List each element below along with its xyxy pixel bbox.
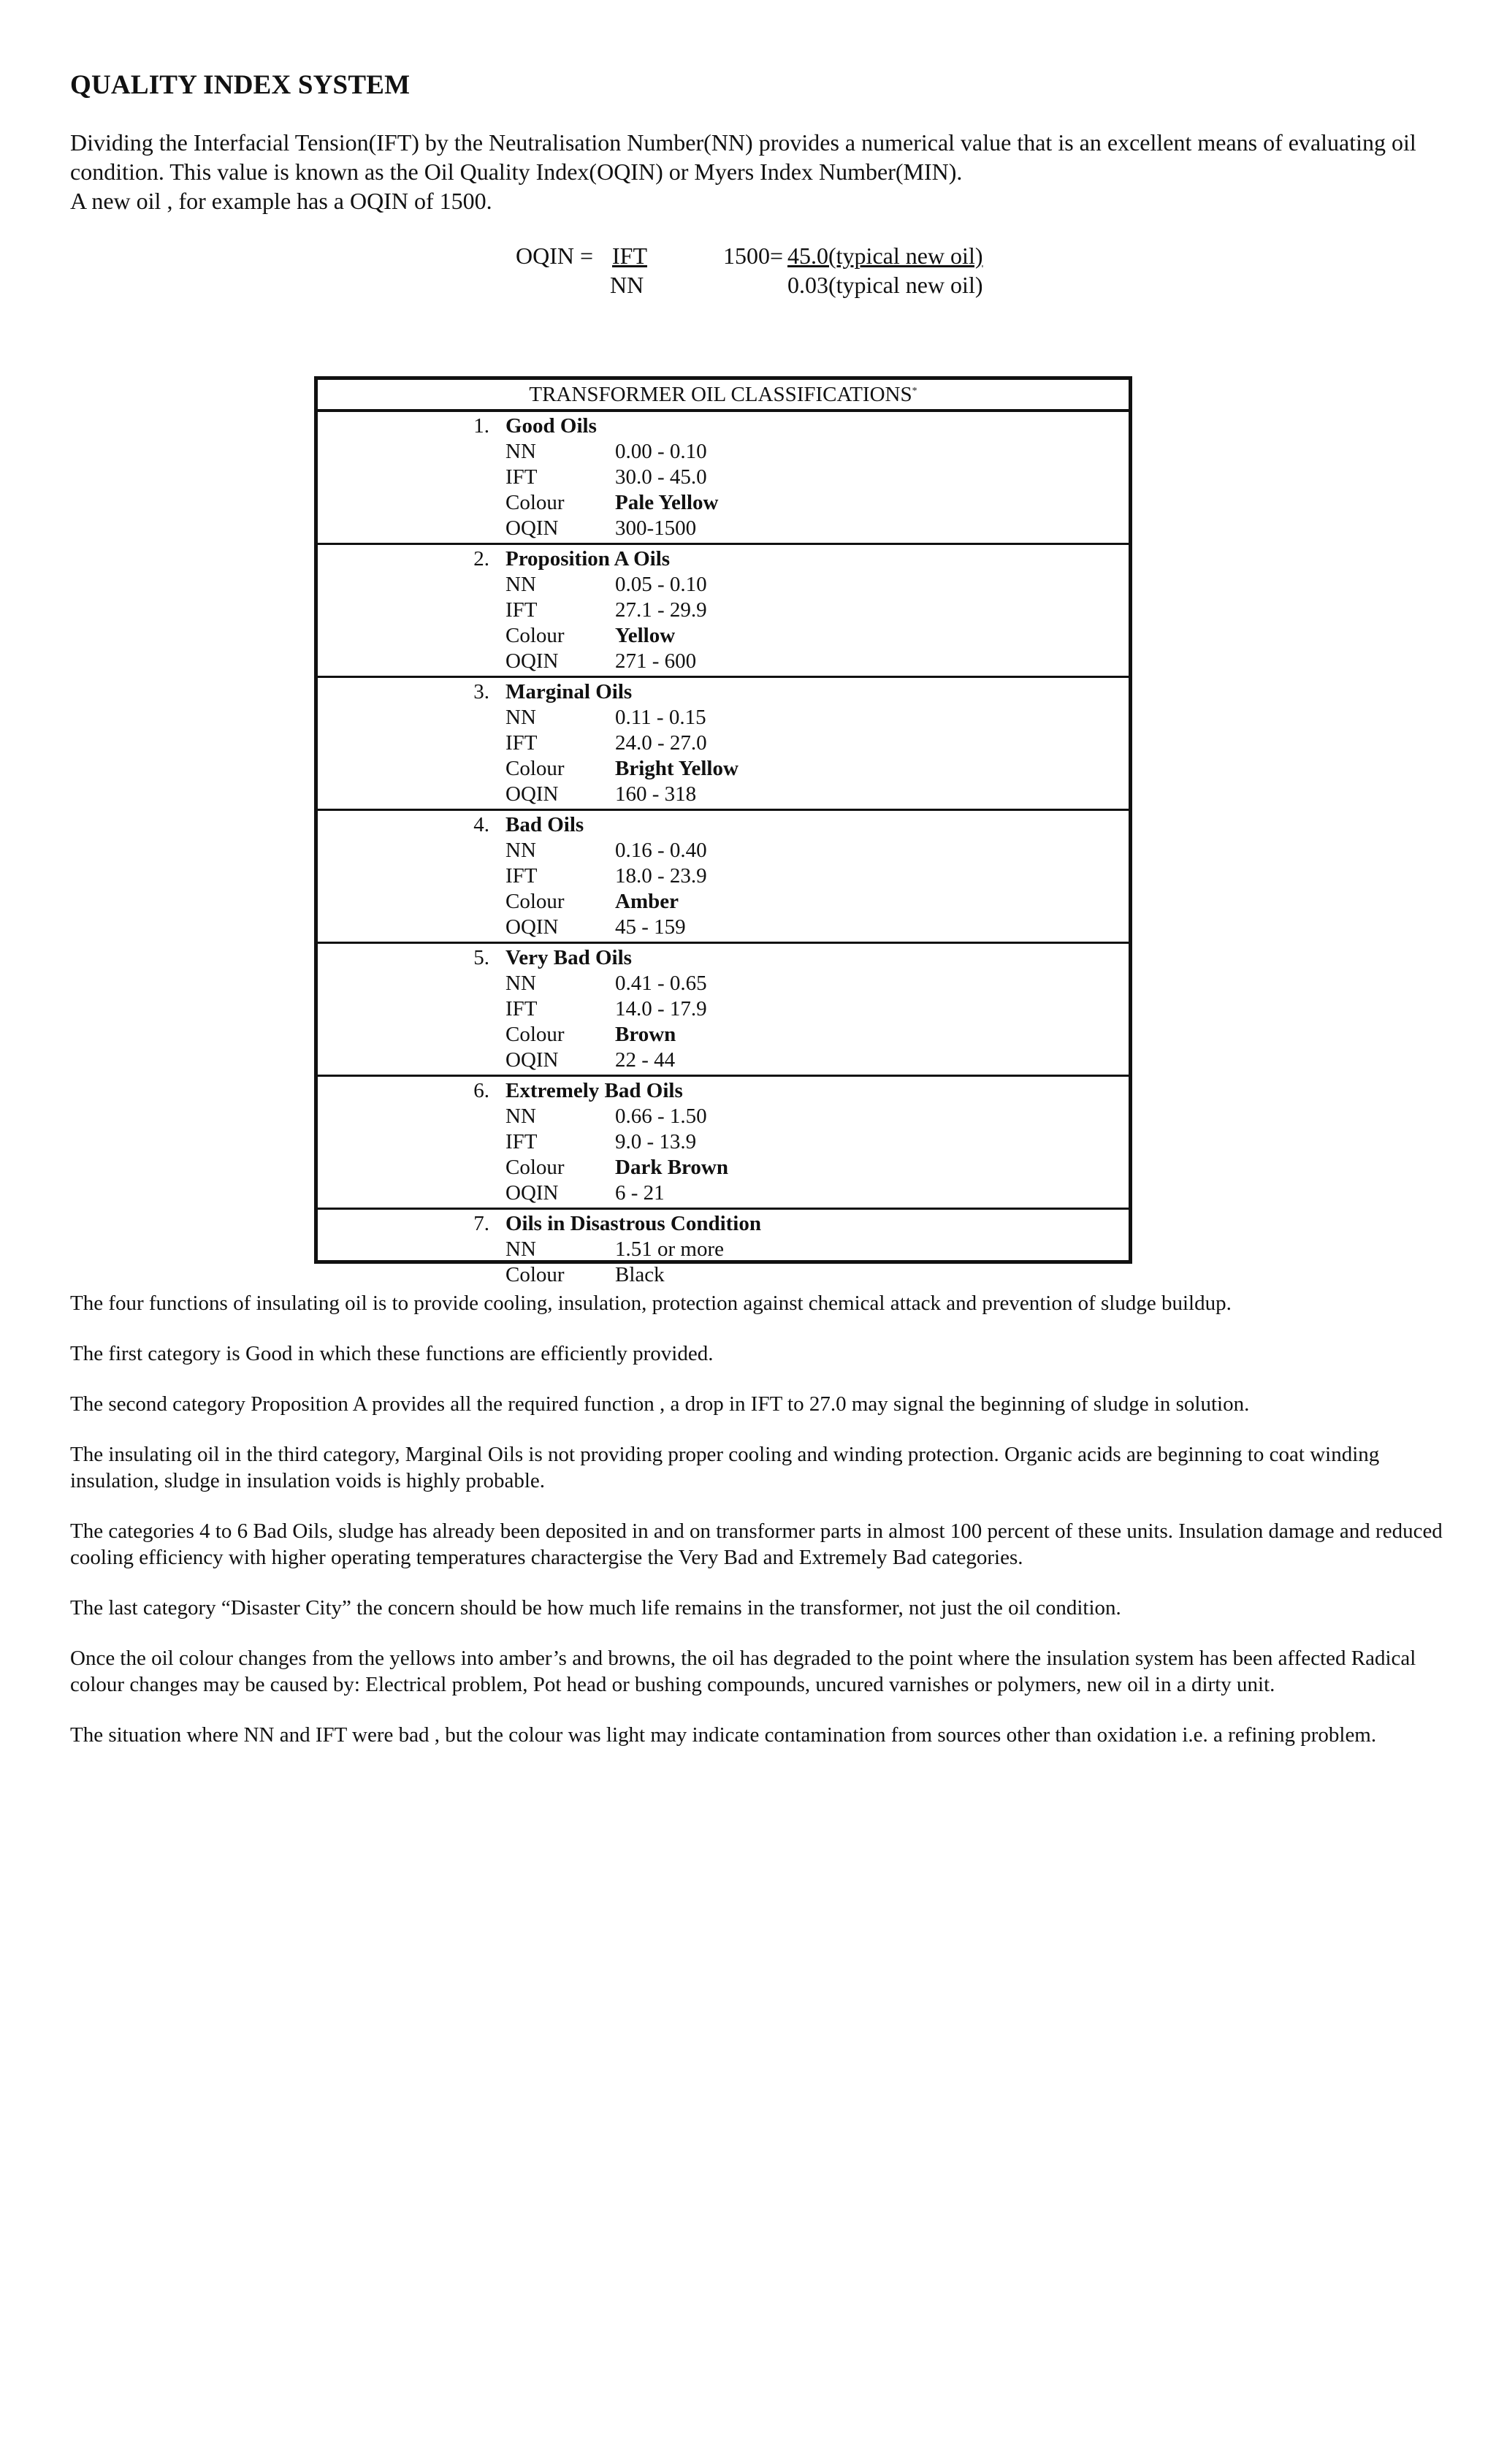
row-value: Brown — [615, 1023, 676, 1046]
row-value: 6 - 21 — [615, 1181, 665, 1205]
classification-table — [314, 376, 1132, 1286]
row-key: OQIN — [505, 1181, 559, 1205]
row-value: 0.05 - 0.10 — [615, 573, 707, 596]
category-row — [505, 915, 686, 940]
row-key: NN — [505, 839, 536, 862]
row-value: 0.16 - 0.40 — [615, 839, 707, 862]
category-number: 2. — [473, 547, 489, 571]
category-row — [505, 1155, 728, 1180]
category-row — [505, 731, 707, 756]
row-value: 160 - 318 — [615, 782, 697, 806]
row-key: Colour — [505, 757, 565, 780]
row-value: Yellow — [615, 624, 676, 647]
body-text — [70, 1290, 1443, 1772]
category-row — [505, 572, 707, 598]
intro-text — [70, 128, 1443, 215]
row-key: OQIN — [505, 915, 559, 939]
intro-paragraph: Dividing the Interfacial Tension(IFT) by the Neutralisation Number(NN) provides a numerical value that is an excellent means of evaluating oil condition. This value is known as the Oil Quality Index(OQIN) or Myers Index Number(MIN). — [70, 129, 1416, 185]
category-block — [318, 412, 1129, 545]
body-paragraph: The four functions of insulating oil is to provide cooling, insulation, protection against chemical attack and prevention of sludge buildup. — [70, 1292, 1232, 1315]
category-row — [505, 598, 707, 623]
row-key: Colour — [505, 1263, 565, 1286]
row-value: 14.0 - 17.9 — [615, 997, 707, 1021]
category-block — [318, 545, 1129, 678]
category-number: 7. — [473, 1212, 489, 1235]
row-key: Colour — [505, 624, 565, 647]
body-paragraph: Once the oil colour changes from the yellows into amber’s and browns, the oil has degraded to the point where the insulation system has been affected Radical colour changes may be caused by: Electrical problem, Pot head or bushing compounds, uncured varnishes or polymers, new oil in a dirty unit. — [70, 1647, 1416, 1696]
row-key: OQIN — [505, 516, 559, 540]
category-block — [318, 811, 1129, 944]
row-value: Pale Yellow — [615, 491, 719, 514]
row-key: OQIN — [505, 1048, 559, 1072]
category-row — [505, 1048, 675, 1073]
category-name: Proposition A Oils — [505, 547, 671, 571]
category-name: Bad Oils — [505, 813, 584, 836]
category-row — [505, 516, 696, 541]
row-key: NN — [505, 972, 536, 995]
table-heading — [318, 380, 1129, 412]
category-block — [318, 944, 1129, 1077]
body-paragraph: The categories 4 to 6 Bad Oils, sludge has already been deposited in and on transformer parts in almost 100 percent of these units. Insulation damage and reduced cooling efficiency with higher operating temperatures charactergise the Very Bad and Extremely Bad categories. — [70, 1519, 1443, 1569]
category-row — [505, 1180, 665, 1206]
category-row — [505, 1237, 724, 1262]
row-key: Colour — [505, 1023, 565, 1046]
table-heading-mark: * — [912, 386, 917, 397]
row-key: NN — [505, 573, 536, 596]
category-name: Oils in Disastrous Condition — [505, 1212, 761, 1235]
row-value: Bright Yellow — [615, 757, 739, 780]
row-value: 27.1 - 29.9 — [615, 598, 707, 622]
category-row — [505, 863, 707, 889]
category-list — [318, 412, 1129, 1292]
page-title: QUALITY INDEX SYSTEM — [70, 70, 411, 100]
category-row — [505, 1129, 696, 1155]
body-paragraph: The insulating oil in the third category, Marginal Oils is not providing proper cooling and winding protection. Organic acids are beginning to coat winding insulation, sludge in insulation voids is highly probable. — [70, 1443, 1380, 1492]
row-value: 18.0 - 23.9 — [615, 864, 707, 888]
row-value: 0.00 - 0.10 — [615, 440, 707, 463]
row-value: 9.0 - 13.9 — [615, 1130, 697, 1153]
row-key: IFT — [505, 598, 538, 622]
row-value: 271 - 600 — [615, 649, 697, 673]
row-key: IFT — [505, 864, 538, 888]
row-key: IFT — [505, 731, 538, 755]
category-row — [505, 1104, 707, 1129]
formula-result-numerator: 45.0(typical new oil) — [787, 243, 983, 269]
category-row — [505, 705, 706, 731]
row-key: NN — [505, 1105, 536, 1128]
category-number: 3. — [473, 680, 489, 703]
category-row — [505, 889, 679, 915]
row-value: 30.0 - 45.0 — [615, 465, 707, 489]
row-key: IFT — [505, 1130, 538, 1153]
formula-lhs: OQIN = — [516, 243, 594, 269]
formula-denominator: NN — [610, 272, 644, 298]
category-name: Good Oils — [505, 414, 597, 438]
body-paragraph: The first category is Good in which these functions are efficiently provided. — [70, 1342, 714, 1365]
row-key: IFT — [505, 997, 538, 1021]
category-block — [318, 678, 1129, 811]
row-value: 0.66 - 1.50 — [615, 1105, 707, 1128]
body-paragraph: The second category Proposition A provides all the required function , a drop in IFT to 27.0 may signal the beginning of sludge in solution. — [70, 1392, 1250, 1416]
category-row — [505, 490, 718, 516]
row-key: OQIN — [505, 782, 559, 806]
formula-numerator: IFT — [612, 243, 647, 269]
category-row — [505, 623, 675, 649]
row-value: 1.51 or more — [615, 1237, 724, 1261]
category-block — [318, 1210, 1129, 1292]
row-value: Dark Brown — [615, 1156, 728, 1179]
row-value: 45 - 159 — [615, 915, 686, 939]
row-value: 0.41 - 0.65 — [615, 972, 707, 995]
row-key: NN — [505, 1237, 536, 1261]
category-row — [505, 838, 707, 863]
category-row — [505, 465, 707, 490]
body-paragraph: The situation where NN and IFT were bad , but the colour was light may indicate contamination from sources other than oxidation i.e. a refining problem. — [70, 1723, 1377, 1747]
formula-result-denominator: 0.03(typical new oil) — [787, 272, 983, 298]
category-number: 5. — [473, 946, 489, 969]
category-number: 6. — [473, 1079, 489, 1102]
category-block — [318, 1077, 1129, 1210]
row-key: NN — [505, 706, 536, 729]
row-value: 300-1500 — [615, 516, 697, 540]
row-key: OQIN — [505, 649, 559, 673]
row-key: NN — [505, 440, 536, 463]
category-row — [505, 439, 707, 465]
category-number: 1. — [473, 414, 489, 438]
row-value: 0.11 - 0.15 — [615, 706, 706, 729]
row-key: Colour — [505, 491, 565, 514]
category-row — [505, 649, 696, 674]
category-row — [505, 756, 739, 782]
category-row — [505, 996, 707, 1022]
category-name: Marginal Oils — [505, 680, 633, 703]
row-key: Colour — [505, 890, 565, 913]
category-number: 4. — [473, 813, 489, 836]
category-name: Very Bad Oils — [505, 946, 632, 969]
row-value: Black — [615, 1263, 665, 1286]
table-heading-text: TRANSFORMER OIL CLASSIFICATIONS — [529, 383, 912, 406]
category-row — [505, 1262, 665, 1288]
category-row — [505, 1022, 676, 1048]
row-value: Amber — [615, 890, 679, 913]
row-value: 22 - 44 — [615, 1048, 676, 1072]
category-row — [505, 971, 707, 996]
category-name: Extremely Bad Oils — [505, 1079, 683, 1102]
category-row — [505, 782, 696, 807]
row-key: IFT — [505, 465, 538, 489]
body-paragraph: The last category “Disaster City” the concern should be how much life remains in the transformer, not just the oil condition. — [70, 1596, 1121, 1620]
row-value: 24.0 - 27.0 — [615, 731, 707, 755]
formula-result-prefix: 1500= — [723, 243, 784, 269]
row-key: Colour — [505, 1156, 565, 1179]
intro-example: A new oil , for example has a OQIN of 1500. — [70, 188, 492, 214]
